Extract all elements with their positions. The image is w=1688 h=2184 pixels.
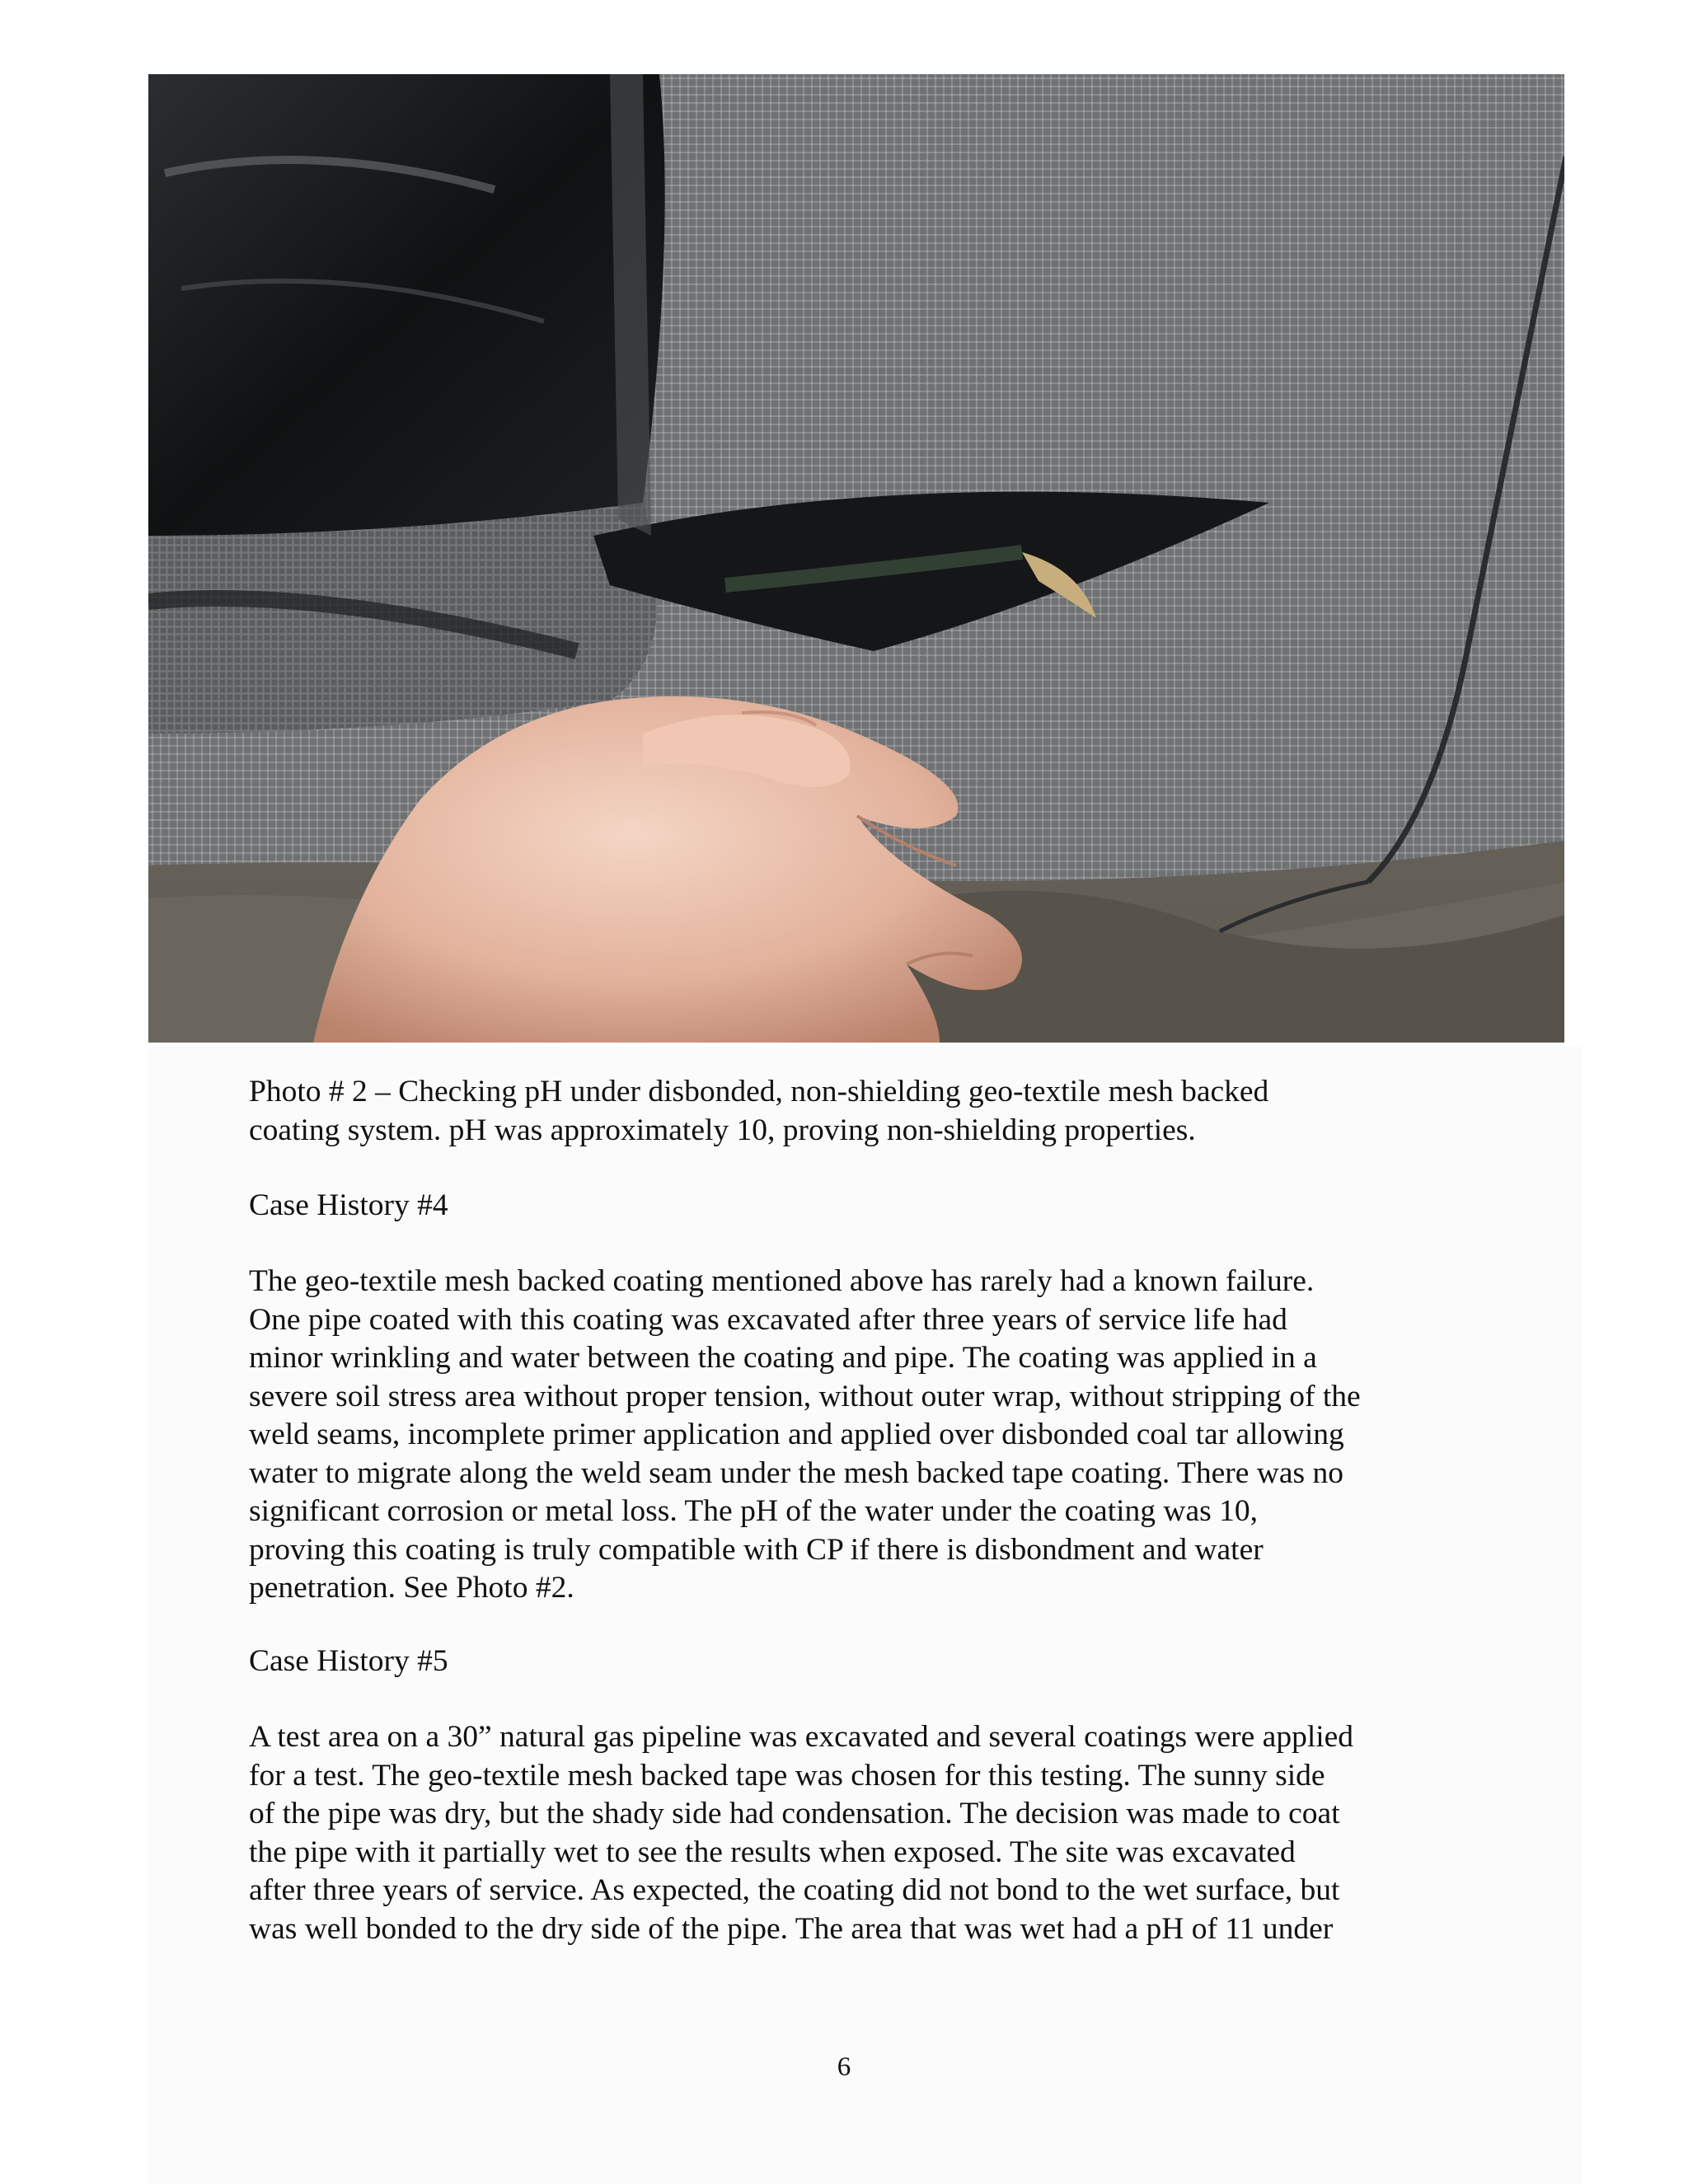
case-history-5-paragraph xyxy=(249,1718,1452,1948)
paragraph-line: A test area on a 30” natural gas pipeline was excavated and several coatings were applied xyxy=(249,1720,1354,1754)
photo-caption xyxy=(249,1073,1452,1150)
caption-line: Photo # 2 – Checking pH under disbonded, non-shielding geo-textile mesh backed xyxy=(249,1075,1269,1108)
case-history-5-heading xyxy=(249,1643,1452,1681)
paragraph-line: after three years of service. As expected, the coating did not bond to the wet surface, but xyxy=(249,1873,1340,1907)
paragraph-line: One pipe coated with this coating was excavated after three years of service life had xyxy=(249,1302,1287,1337)
paragraph-line: of the pipe was dry, but the shady side had condensation. The decision was made to coat xyxy=(249,1797,1340,1830)
heading-text: Case History #4 xyxy=(249,1188,448,1222)
paragraph-line: The geo-textile mesh backed coating mentioned above has rarely had a known failure. xyxy=(249,1264,1315,1298)
paragraph-line: minor wrinkling and water between the coating and pipe. The coating was applied in a xyxy=(249,1341,1317,1375)
paragraph-line: weld seams, incomplete primer application and applied over disbonded coal tar allowing xyxy=(249,1418,1344,1451)
paragraph-line: the pipe with it partially wet to see the results when exposed. The site was excavated xyxy=(249,1835,1296,1869)
paragraph-line: penetration. See Photo #2. xyxy=(249,1571,574,1605)
paragraph-line: was well bonded to the dry side of the pipe. The area that was wet had a pH of 11 under xyxy=(249,1911,1334,1946)
caption-line: coating system. pH was approximately 10, proving non-shielding properties. xyxy=(249,1113,1196,1147)
page-number: 6 xyxy=(837,2052,851,2082)
case-history-4-paragraph xyxy=(249,1263,1452,1608)
case-history-4-heading xyxy=(249,1187,1452,1226)
paragraph-line: water to migrate along the weld seam under the mesh backed tape coating. There was no xyxy=(249,1455,1343,1490)
paragraph-line: for a test. The geo-textile mesh backed tape was chosen for this testing. The sunny side xyxy=(249,1758,1325,1793)
heading-text: Case History #5 xyxy=(249,1644,448,1678)
paragraph-line: severe soil stress area without proper tension, without outer wrap, without stripping of the xyxy=(249,1379,1361,1413)
paragraph-line: significant corrosion or metal loss. The pH of the water under the coating was 10, xyxy=(249,1494,1258,1528)
paragraph-line: proving this coating is truly compatible with CP if there is disbondment and water xyxy=(249,1532,1264,1567)
pipeline-photo xyxy=(148,74,1564,1043)
pipeline-coating-photo-icon xyxy=(148,74,1564,1043)
